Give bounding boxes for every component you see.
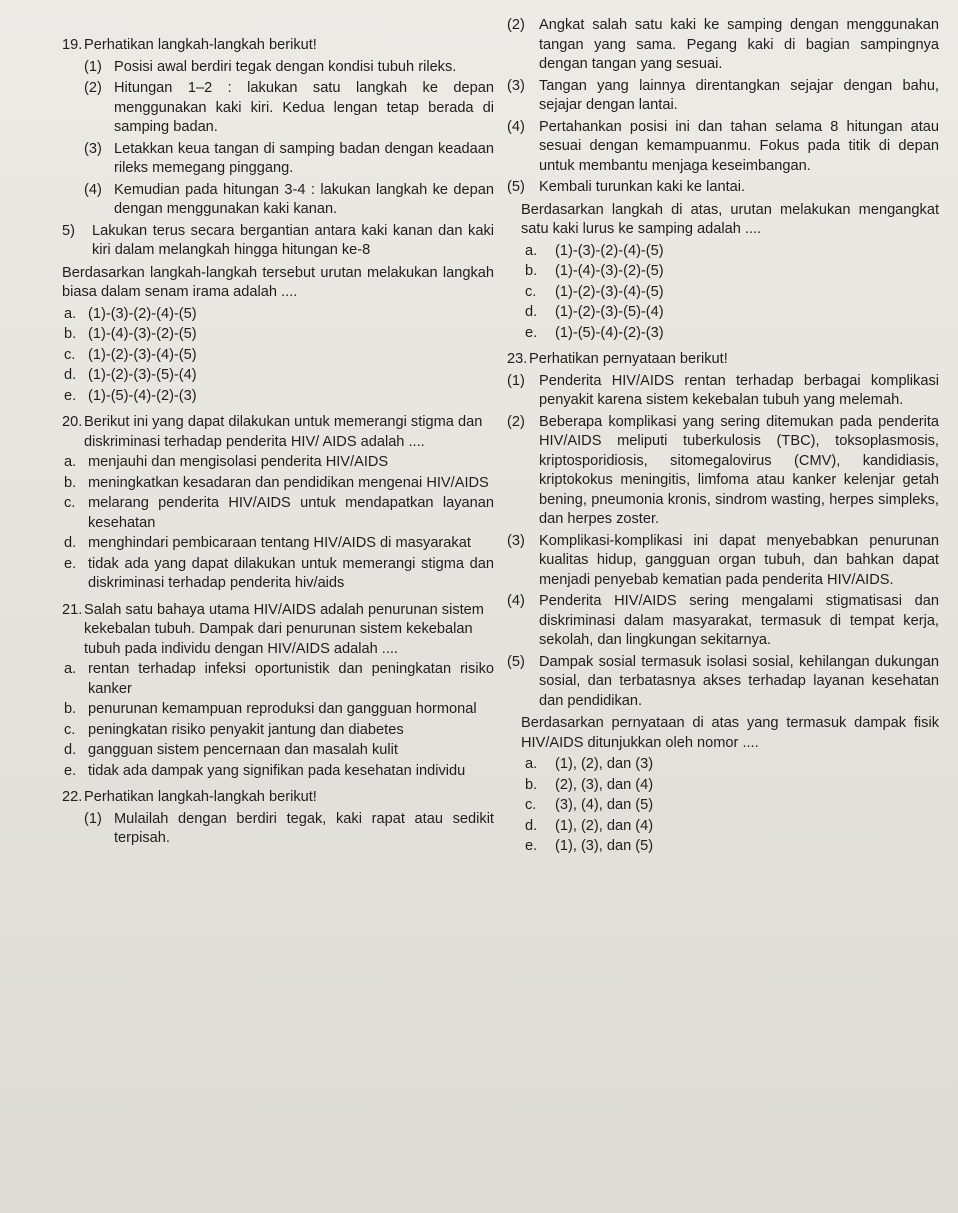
option-c[interactable]: c. (1)-(2)-(3)-(4)-(5) [525,283,664,300]
list-item: (2) Hitungan 1–2 : lakukan satu langkah ke depan menggunakan kaki kiri. Kedua lengan tetap berada di samping badan. [84,80,494,135]
list-item: (4) Penderita HIV/AIDS sering mengalami stigmatisasi dan diskriminasi dalam masyarakat, termasuk di tempat kerja, sekolah, dan lingkungan sekitarnya. [507,593,939,648]
left-column [62,14,494,850]
question-prompt: Berdasarkan langkah-langkah tersebut urutan melakukan langkah biasa dalam senam irama adalah .... [62,264,494,300]
option-a[interactable]: a. rentan terhadap infeksi oportunistik dan peningkatan risiko kanker [64,661,494,697]
list-item: (1) Posisi awal berdiri tegak dengan kondisi tubuh rileks. [84,58,457,75]
question-20 [62,413,494,594]
option-d[interactable]: d. menghindari pembicaraan tentang HIV/AIDS di masyarakat [64,535,471,551]
question-title: Salah satu bahaya utama HIV/AIDS adalah penurunan sistem kekebalan tubuh. Dampak dari penurunan sistem kekebalan tubuh pada individu dengan HIV/AIDS adalah .... [84,601,484,657]
question-number: 21. [62,601,83,618]
list-item: (5) Dampak sosial termasuk isolasi sosial, kehilangan dukungan sosial, dan terbatasnya akses terhadap layanan kesehatan dan pendidikan. [507,653,939,709]
list-item: (2) Beberapa komplikasi yang sering ditemukan pada penderita HIV/AIDS meliputi tuberkulosis (TBC), toksoplasmosis, kriptosporidiosis, sitomegalovirus (CMV), kandidiasis, kriptokokus meningitis, limfoma atau kanker kelenjar getah bening, pneumonia kronis, sindrom wasting, herpes simpleks, dan herpes zoster. [507,413,939,527]
question-number: 23. [507,351,528,367]
option-a[interactable]: a. (1)-(3)-(2)-(4)-(5) [525,242,664,259]
question-prompt: Berdasarkan langkah di atas, urutan melakukan mengangkat satu kaki lurus ke samping adalah .... [521,201,939,237]
list-item: (1) Penderita HIV/AIDS rentan terhadap berbagai komplikasi penyakit karena sistem kekebalan tubuh yang melemah. [507,372,939,408]
option-b[interactable]: b. (1)-(4)-(3)-(2)-(5) [525,263,664,279]
option-e[interactable]: e. tidak ada dampak yang signifikan pada kesehatan individu [64,762,466,779]
option-d[interactable]: d. (1)-(2)-(3)-(5)-(4) [64,367,197,383]
question-21 [62,601,494,782]
option-e[interactable]: e. (1)-(5)-(4)-(2)-(3) [64,387,197,404]
question-title: Perhatikan langkah-langkah berikut! [84,37,317,53]
right-column [507,14,939,858]
question-number: 19. [62,37,83,53]
question-title: Perhatikan langkah-langkah berikut! [84,789,317,805]
option-c[interactable]: c. (3), (4), dan (5) [525,797,654,813]
option-d[interactable]: d. (1)-(2)-(3)-(5)-(4) [525,304,664,320]
option-b[interactable]: b. meningkatkan kesadaran dan pendidikan mengenai HIV/AIDS [64,474,489,491]
option-d[interactable]: d. (1), (2), dan (4) [525,817,654,834]
list-item: (3) Komplikasi-komplikasi ini dapat menyebabkan penurunan kualitas hidup, gangguan organ tubuh, dan bahkan dapat menjadi penyebab kematian pada penderita HIV/AIDS. [507,532,939,588]
list-item: (4) Kemudian pada hitungan 3-4 : lakukan langkah ke depan dengan menggunakan kaki kanan. [84,181,494,217]
list-item: 5) Lakukan terus secara bergantian antara kaki kanan dan kaki kiri dalam melangkah hingga hitungan ke-8 [62,222,494,258]
list-item: (3) Letakkan keua tangan di samping badan dengan keadaan rileks memegang pinggang. [84,140,494,176]
question-19 [62,36,494,406]
option-b[interactable]: b. (1)-(4)-(3)-(2)-(5) [64,326,197,342]
option-a[interactable]: a. (1), (2), dan (3) [525,756,654,772]
question-title: Perhatikan pernyataan berikut! [529,351,728,367]
question-23 [507,350,939,857]
option-c[interactable]: c. peningkatan risiko penyakit jantung dan diabetes [64,721,404,738]
option-a[interactable]: a. menjauhi dan mengisolasi penderita HIV/AIDS [64,454,389,470]
option-b[interactable]: b. (2), (3), dan (4) [525,776,654,793]
question-22-continued [507,16,939,343]
list-item: (3) Tangan yang lainnya direntangkan sejajar dengan bahu, sejajar dengan lantai. [507,77,939,113]
question-number: 22. [62,789,83,805]
option-a[interactable]: a. (1)-(3)-(2)-(4)-(5) [64,305,197,322]
option-b[interactable]: b. penurunan kemampuan reproduksi dan gangguan hormonal [64,701,477,717]
question-title: Berikut ini yang dapat dilakukan untuk memerangi stigma dan diskriminasi terhadap penderita HIV/ AIDS adalah .... [84,414,483,450]
list-item: (2) Angkat salah satu kaki ke samping dengan menggunakan tangan yang sama. Pegang kaki di bagian sampingnya dengan tangan yang sesuai. [507,17,939,72]
option-d[interactable]: d. gangguan sistem pencernaan dan masalah kulit [64,742,398,758]
question-22 [62,788,494,849]
list-item: (5) Kembali turunkan kaki ke lantai. [507,179,746,195]
list-item: (1) Mulailah dengan berdiri tegak, kaki rapat atau sedikit terpisah. [84,810,494,846]
question-number: 20. [62,414,83,430]
option-e[interactable]: e. tidak ada yang dapat dilakukan untuk memerangi stigma dan diskriminasi terhadap penderita hiv/aids [64,555,494,591]
option-c[interactable]: c. (1)-(2)-(3)-(4)-(5) [64,346,197,363]
question-prompt: Berdasarkan pernyataan di atas yang termasuk dampak fisik HIV/AIDS ditunjukkan oleh nomor .... [521,715,939,751]
option-e[interactable]: e. (1), (3), dan (5) [525,838,654,854]
option-e[interactable]: e. (1)-(5)-(4)-(2)-(3) [525,324,664,341]
list-item: (4) Pertahankan posisi ini dan tahan selama 8 hitungan atau sesuai dengan kemampuanmu. Fokus pada titik di depan untuk membantu menjaga keseimbangan. [507,118,939,174]
option-c[interactable]: c. melarang penderita HIV/AIDS untuk mendapatkan layanan kesehatan [64,495,494,531]
